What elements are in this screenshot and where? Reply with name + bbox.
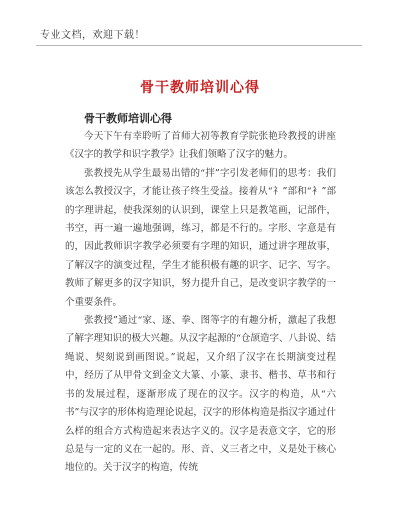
section-heading: 骨干教师培训心得 <box>84 112 172 125</box>
document-title: 骨干教师培训心得 <box>140 80 260 96</box>
header-note: 专业文档，欢迎下载！ <box>40 30 145 41</box>
header-divider <box>36 45 362 46</box>
paragraph: 张教授”通过“家、逐、拳、图等字的有趣分析，激起了我想了解字理知识的极大兴趣。从汉字起源的“仓颉造字、八卦说、结绳说、契刻说到画图说。”说起，又介绍了汉字在长期演变过程中，经历了从甲骨文到金文大篆、小篆、隶书、楷书、草书和行书的发展过程，逐渐形成了现在的汉字。汉字的构造，从“六书”与汉字的形体构造理论说起，汉字的形体构造是指汉字通过什么样的组合方式构造起来表达字义的。汉字是表意文字，它的形总是与一定的义在一起的。形、音、义三者之中，义是处于核心地位的。关于汉字的构造，传统 <box>65 315 336 474</box>
paragraph: 张教授先从学生最易出错的“拌”字引发老师们的思考：我们该怎么教授汉字，才能让孩子终生受益。接着从“礻”部和“衤”部的字理讲起，使我深刻的认识到，课堂上只是教笔画，记部件，书空，再一遍一遍地强调，练习，都是不行的。字形、字意是有的，因此教师识字教学必须要有字理的知识，通过讲字理故事，了解汉字的演变过程，学生才能积极有趣的识字、记字、写字。教师了解更多的汉字知识，努力提升自己，是改变识字教学的一个重要条件。 <box>65 167 336 308</box>
body-text <box>65 128 336 478</box>
paragraph: 今天下午有幸聆听了首师大初等教育学院张艳玲教授的讲座《汉字的教学和识字教学》让我们领略了汉字的魅力。 <box>65 131 336 161</box>
